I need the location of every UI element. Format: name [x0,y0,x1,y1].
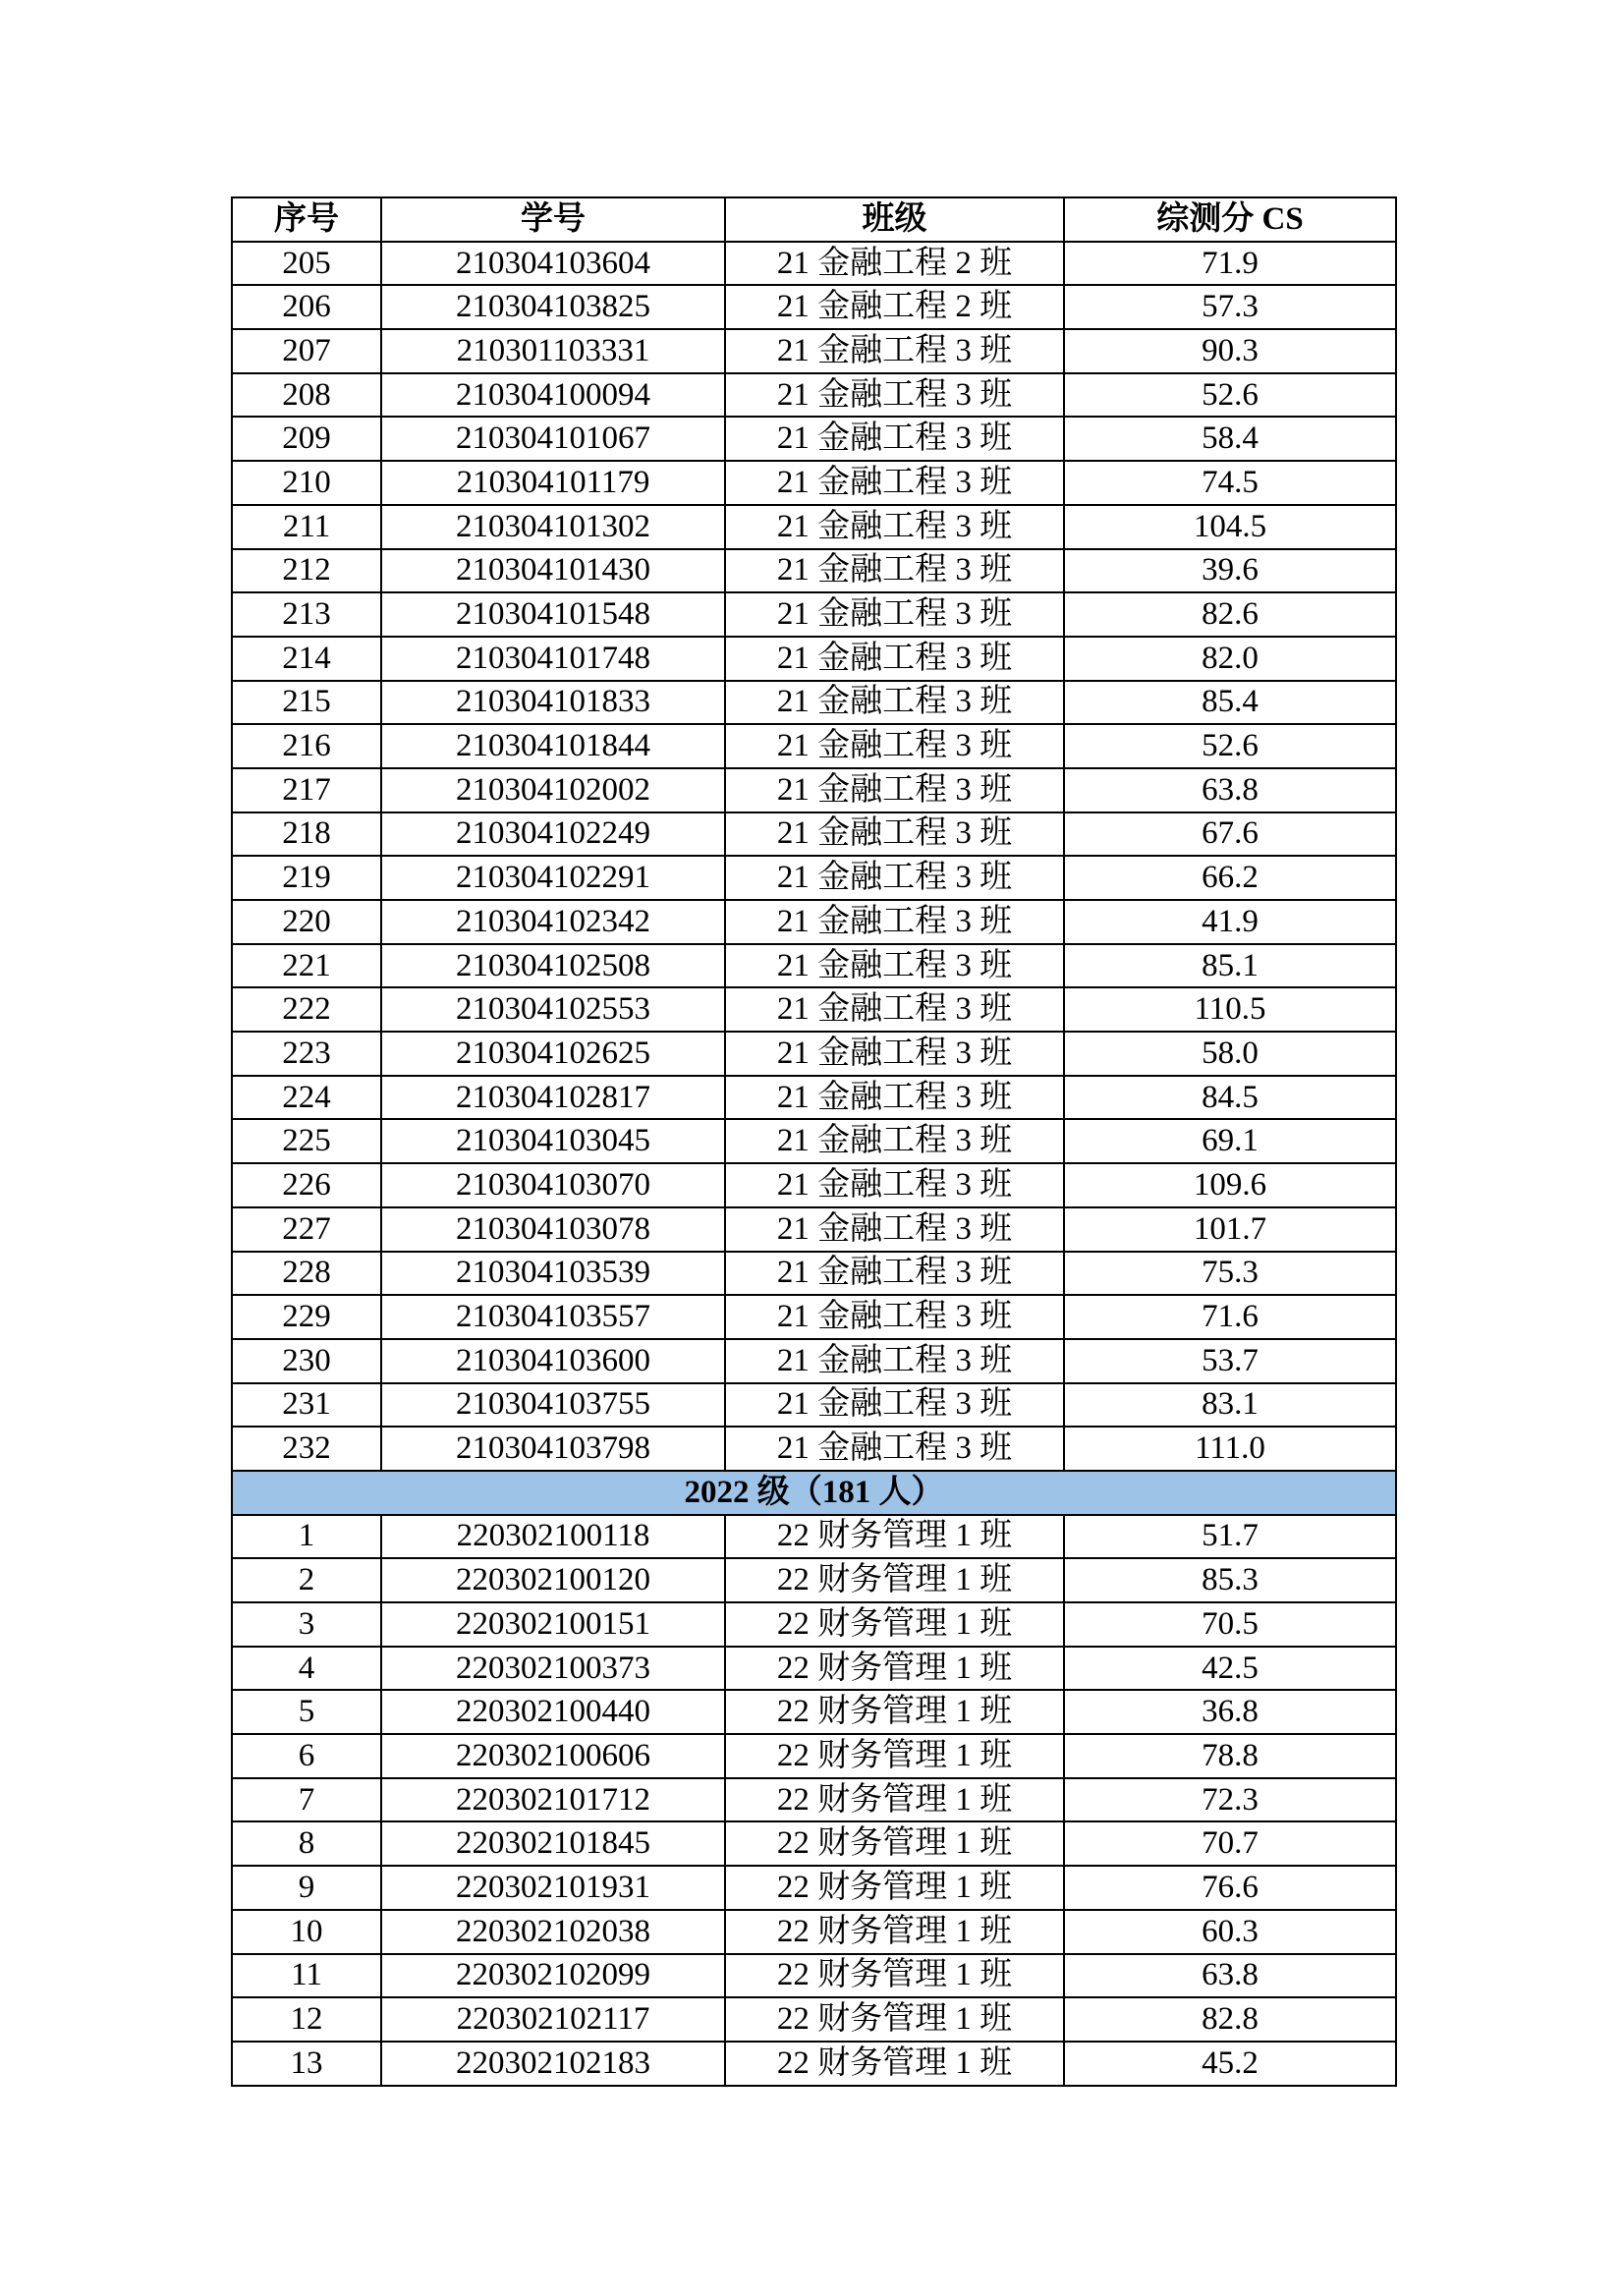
table-row [232,637,1396,681]
table-row [232,1252,1396,1296]
student-id-cell: 210304103078 [381,1207,725,1252]
class-cell: 21 金融工程 3 班 [725,592,1064,637]
table-row [232,987,1396,1032]
score-cell: 82.0 [1064,637,1396,681]
row-number-cell: 227 [232,1207,381,1252]
score-cell: 82.8 [1064,1997,1396,2042]
row-number-cell: 11 [232,1954,381,1998]
row-number-cell: 6 [232,1734,381,1778]
class-cell: 21 金融工程 3 班 [725,768,1064,812]
class-cell: 21 金融工程 3 班 [725,1383,1064,1428]
table-row [232,724,1396,768]
score-cell: 82.6 [1064,592,1396,637]
row-number-cell: 208 [232,373,381,418]
score-cell: 71.6 [1064,1295,1396,1339]
student-id-cell: 210304102553 [381,987,725,1032]
row-number-cell: 205 [232,242,381,286]
row-number-cell: 8 [232,1821,381,1866]
table-row [232,1427,1396,1471]
table-row [232,1163,1396,1207]
score-cell: 104.5 [1064,505,1396,549]
row-number-cell: 13 [232,2042,381,2086]
table-header-row [232,197,1396,242]
score-cell: 41.9 [1064,900,1396,944]
student-id-cell: 210304102342 [381,900,725,944]
class-cell: 21 金融工程 3 班 [725,1163,1064,1207]
row-number-cell: 1 [232,1515,381,1559]
student-id-cell: 210304103825 [381,285,725,329]
score-cell: 111.0 [1064,1427,1396,1471]
student-id-cell: 210304103755 [381,1383,725,1428]
row-number-cell: 223 [232,1032,381,1076]
class-cell: 21 金融工程 3 班 [725,1119,1064,1163]
class-cell: 22 财务管理 1 班 [725,1734,1064,1778]
table-row [232,1032,1396,1076]
score-cell: 63.8 [1064,1954,1396,1998]
student-id-cell: 210304101067 [381,417,725,461]
score-cell: 66.2 [1064,856,1396,900]
score-cell: 58.0 [1064,1032,1396,1076]
row-number-cell: 211 [232,505,381,549]
student-id-cell: 220302102099 [381,1954,725,1998]
row-number-cell: 4 [232,1647,381,1691]
score-cell: 74.5 [1064,461,1396,505]
student-id-cell: 220302101845 [381,1821,725,1866]
student-id-cell: 210301103331 [381,329,725,373]
student-id-cell: 220302102183 [381,2042,725,2086]
row-number-cell: 217 [232,768,381,812]
student-id-cell: 220302100440 [381,1690,725,1734]
table-row [232,549,1396,593]
class-cell: 21 金融工程 3 班 [725,944,1064,988]
table-row [232,242,1396,286]
column-header-class: 班级 [725,197,1064,242]
class-cell: 22 财务管理 1 班 [725,1866,1064,1910]
table-row [232,1910,1396,1954]
table-row [232,1647,1396,1691]
student-id-cell: 220302100373 [381,1647,725,1691]
score-cell: 90.3 [1064,329,1396,373]
student-id-cell: 210304102291 [381,856,725,900]
score-table [231,196,1397,2087]
column-header-student-id: 学号 [381,197,725,242]
table-row [232,329,1396,373]
table-row [232,373,1396,418]
student-id-cell: 210304103604 [381,242,725,286]
class-cell: 21 金融工程 3 班 [725,1076,1064,1120]
class-cell: 21 金融工程 3 班 [725,549,1064,593]
row-number-cell: 220 [232,900,381,944]
class-cell: 22 财务管理 1 班 [725,1778,1064,1822]
class-cell: 21 金融工程 3 班 [725,373,1064,418]
student-id-cell: 210304103600 [381,1339,725,1383]
score-cell: 70.5 [1064,1602,1396,1647]
row-number-cell: 219 [232,856,381,900]
class-cell: 21 金融工程 3 班 [725,724,1064,768]
table-row [232,1602,1396,1647]
score-cell: 78.8 [1064,1734,1396,1778]
table-row [232,461,1396,505]
section-band-row [232,1471,1396,1515]
table-row [232,812,1396,857]
table-row [232,1690,1396,1734]
class-cell: 22 财务管理 1 班 [725,1997,1064,2042]
table-row [232,285,1396,329]
table-row [232,1383,1396,1428]
score-cell: 85.1 [1064,944,1396,988]
class-cell: 21 金融工程 3 班 [725,812,1064,857]
score-cell: 58.4 [1064,417,1396,461]
table-body [232,242,1396,2086]
class-cell: 22 财务管理 1 班 [725,1821,1064,1866]
student-id-cell: 210304103798 [381,1427,725,1471]
class-cell: 22 财务管理 1 班 [725,1690,1064,1734]
table-row [232,505,1396,549]
score-cell: 85.3 [1064,1558,1396,1602]
class-cell: 21 金融工程 3 班 [725,1427,1064,1471]
student-id-cell: 220302102038 [381,1910,725,1954]
score-cell: 76.6 [1064,1866,1396,1910]
row-number-cell: 221 [232,944,381,988]
table-row [232,1734,1396,1778]
row-number-cell: 218 [232,812,381,857]
student-id-cell: 210304100094 [381,373,725,418]
table-row [232,1515,1396,1559]
student-id-cell: 210304103539 [381,1252,725,1296]
student-id-cell: 210304102249 [381,812,725,857]
class-cell: 21 金融工程 3 班 [725,987,1064,1032]
student-id-cell: 210304101548 [381,592,725,637]
score-cell: 71.9 [1064,242,1396,286]
student-id-cell: 210304101302 [381,505,725,549]
class-cell: 22 财务管理 1 班 [725,1515,1064,1559]
row-number-cell: 215 [232,681,381,725]
class-cell: 22 财务管理 1 班 [725,1602,1064,1647]
row-number-cell: 229 [232,1295,381,1339]
table-row [232,768,1396,812]
table-row [232,856,1396,900]
row-number-cell: 212 [232,549,381,593]
score-cell: 52.6 [1064,724,1396,768]
row-number-cell: 228 [232,1252,381,1296]
table-row [232,2042,1396,2086]
table-row [232,1076,1396,1120]
student-id-cell: 210304103557 [381,1295,725,1339]
class-cell: 21 金融工程 3 班 [725,329,1064,373]
row-number-cell: 232 [232,1427,381,1471]
class-cell: 22 财务管理 1 班 [725,1558,1064,1602]
score-cell: 52.6 [1064,373,1396,418]
row-number-cell: 213 [232,592,381,637]
row-number-cell: 225 [232,1119,381,1163]
table-row [232,1954,1396,1998]
student-id-cell: 210304101844 [381,724,725,768]
row-number-cell: 206 [232,285,381,329]
student-id-cell: 210304102002 [381,768,725,812]
score-cell: 39.6 [1064,549,1396,593]
score-cell: 42.5 [1064,1647,1396,1691]
class-cell: 21 金融工程 3 班 [725,1252,1064,1296]
score-cell: 83.1 [1064,1383,1396,1428]
score-cell: 63.8 [1064,768,1396,812]
score-cell: 75.3 [1064,1252,1396,1296]
section-band-label: 2022 级（181 人） [232,1471,1396,1515]
row-number-cell: 7 [232,1778,381,1822]
class-cell: 22 财务管理 1 班 [725,1910,1064,1954]
score-cell: 70.7 [1064,1821,1396,1866]
table-row [232,1866,1396,1910]
student-id-cell: 210304101430 [381,549,725,593]
row-number-cell: 222 [232,987,381,1032]
student-id-cell: 210304103045 [381,1119,725,1163]
class-cell: 21 金融工程 3 班 [725,856,1064,900]
row-number-cell: 214 [232,637,381,681]
class-cell: 21 金融工程 3 班 [725,1032,1064,1076]
student-id-cell: 220302100118 [381,1515,725,1559]
score-cell: 60.3 [1064,1910,1396,1954]
student-id-cell: 220302100120 [381,1558,725,1602]
row-number-cell: 224 [232,1076,381,1120]
table-row [232,1119,1396,1163]
column-header-serial: 序号 [232,197,381,242]
row-number-cell: 2 [232,1558,381,1602]
student-id-cell: 210304103070 [381,1163,725,1207]
class-cell: 21 金融工程 2 班 [725,242,1064,286]
score-cell: 84.5 [1064,1076,1396,1120]
class-cell: 21 金融工程 3 班 [725,637,1064,681]
class-cell: 21 金融工程 3 班 [725,1339,1064,1383]
score-cell: 110.5 [1064,987,1396,1032]
class-cell: 21 金融工程 3 班 [725,900,1064,944]
class-cell: 22 财务管理 1 班 [725,2042,1064,2086]
class-cell: 21 金融工程 2 班 [725,285,1064,329]
student-id-cell: 220302102117 [381,1997,725,2042]
table-row [232,1339,1396,1383]
table-row [232,1778,1396,1822]
table-row [232,1997,1396,2042]
table-row [232,900,1396,944]
column-header-score: 综测分 CS [1064,197,1396,242]
row-number-cell: 231 [232,1383,381,1428]
class-cell: 22 财务管理 1 班 [725,1954,1064,1998]
row-number-cell: 12 [232,1997,381,2042]
row-number-cell: 3 [232,1602,381,1647]
score-cell: 101.7 [1064,1207,1396,1252]
class-cell: 21 金融工程 3 班 [725,1207,1064,1252]
row-number-cell: 209 [232,417,381,461]
score-cell: 51.7 [1064,1515,1396,1559]
class-cell: 22 财务管理 1 班 [725,1647,1064,1691]
table-row [232,1207,1396,1252]
score-cell: 69.1 [1064,1119,1396,1163]
class-cell: 21 金融工程 3 班 [725,461,1064,505]
student-id-cell: 220302100606 [381,1734,725,1778]
class-cell: 21 金融工程 3 班 [725,1295,1064,1339]
student-id-cell: 210304101748 [381,637,725,681]
student-id-cell: 210304102625 [381,1032,725,1076]
row-number-cell: 226 [232,1163,381,1207]
student-id-cell: 210304102817 [381,1076,725,1120]
class-cell: 21 金融工程 3 班 [725,417,1064,461]
score-cell: 72.3 [1064,1778,1396,1822]
row-number-cell: 210 [232,461,381,505]
table-row [232,681,1396,725]
score-cell: 85.4 [1064,681,1396,725]
score-cell: 53.7 [1064,1339,1396,1383]
row-number-cell: 230 [232,1339,381,1383]
row-number-cell: 5 [232,1690,381,1734]
table-row [232,417,1396,461]
student-id-cell: 210304102508 [381,944,725,988]
student-id-cell: 210304101833 [381,681,725,725]
score-cell: 57.3 [1064,285,1396,329]
table-row [232,592,1396,637]
class-cell: 21 金融工程 3 班 [725,681,1064,725]
row-number-cell: 216 [232,724,381,768]
student-id-cell: 210304101179 [381,461,725,505]
class-cell: 21 金融工程 3 班 [725,505,1064,549]
score-cell: 36.8 [1064,1690,1396,1734]
student-id-cell: 220302101712 [381,1778,725,1822]
score-cell: 109.6 [1064,1163,1396,1207]
student-id-cell: 220302101931 [381,1866,725,1910]
row-number-cell: 10 [232,1910,381,1954]
student-id-cell: 220302100151 [381,1602,725,1647]
table-row [232,1295,1396,1339]
score-cell: 45.2 [1064,2042,1396,2086]
row-number-cell: 9 [232,1866,381,1910]
table-row [232,1558,1396,1602]
table-row [232,1821,1396,1866]
row-number-cell: 207 [232,329,381,373]
table-row [232,944,1396,988]
score-cell: 67.6 [1064,812,1396,857]
